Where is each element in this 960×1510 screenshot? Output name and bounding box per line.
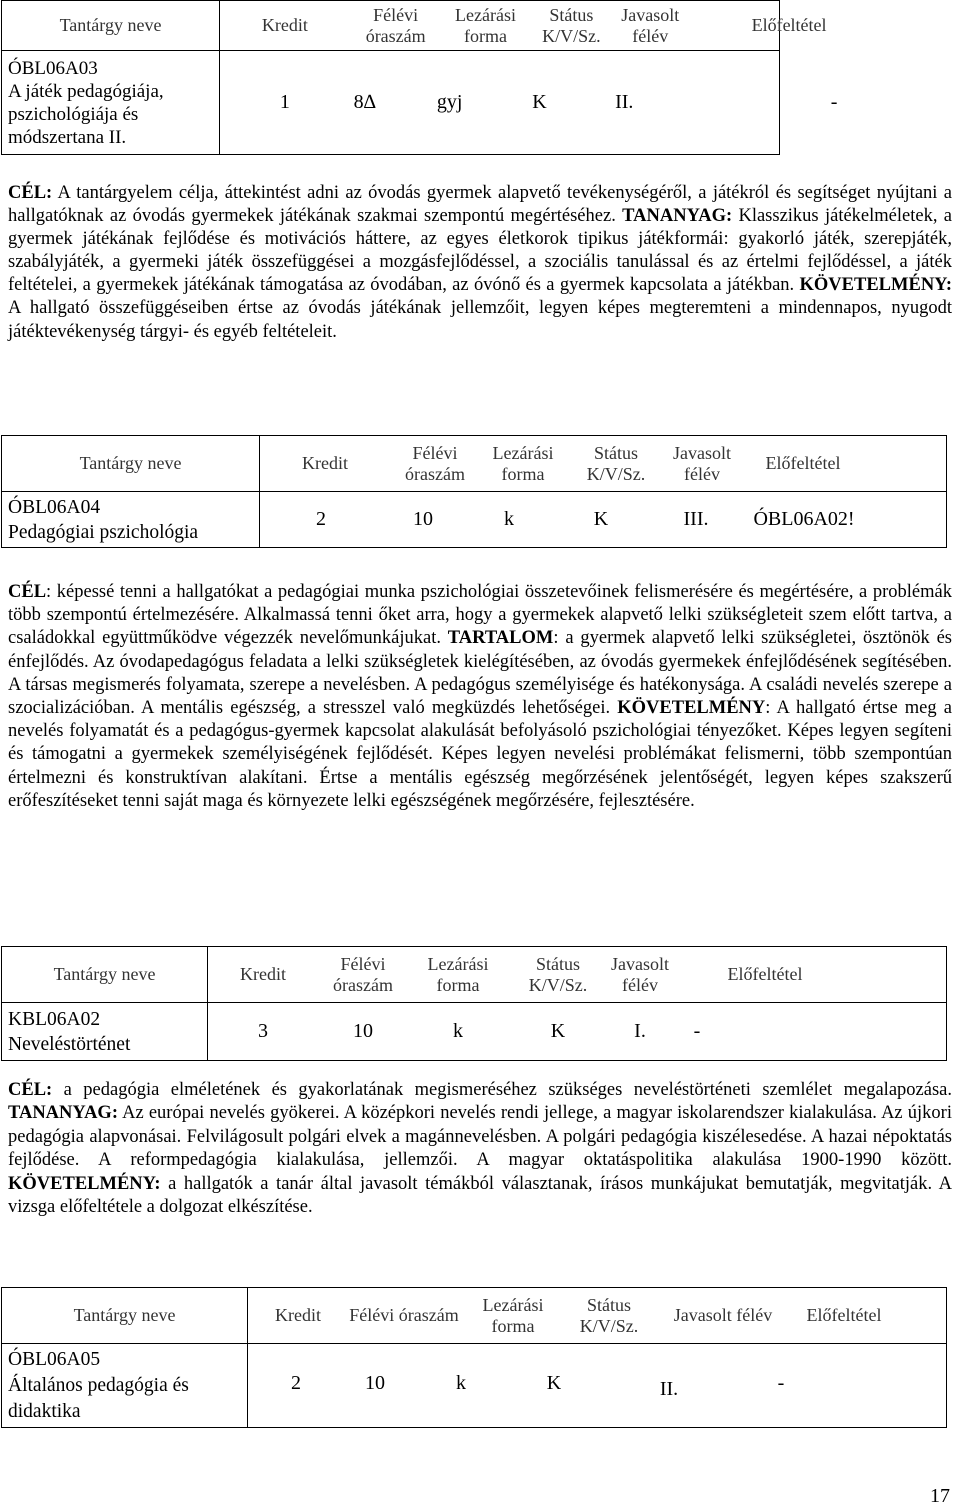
course-name-cell bbox=[2, 1344, 248, 1428]
header-values-row bbox=[260, 436, 947, 492]
header-prerequisite: Előfeltétel bbox=[727, 964, 803, 985]
header-subject-name: Tantárgy neve bbox=[2, 436, 260, 492]
course-closing-form: gyj bbox=[436, 91, 463, 113]
course-semester: II. bbox=[615, 91, 634, 113]
header-values-row bbox=[248, 1288, 947, 1344]
header-credit: Kredit bbox=[261, 15, 308, 36]
course-hours: 10 bbox=[365, 1372, 385, 1394]
label-cel: CÉL: bbox=[8, 183, 53, 203]
course-description-2 bbox=[8, 581, 952, 813]
course-code: ÓBL06A03 bbox=[8, 57, 98, 79]
header-closing-form: Lezárási forma bbox=[492, 442, 554, 484]
course-credit: 2 bbox=[291, 1372, 301, 1394]
header-prerequisite: Előfeltétel bbox=[806, 1305, 882, 1326]
header-credit: Kredit bbox=[240, 964, 286, 985]
course-description-1 bbox=[8, 182, 952, 344]
course-closing-form: k bbox=[456, 1372, 466, 1394]
text-tananyag: Klasszikus játékelméletek, a gyermek játékának fejlődése és motivációs háttere, az egyes életkorok tipikus játékformái: gyakorló játék, szerepjáték, szabályjáték, a gyermeki játék összefüggései a mozgásfejlődéssel, a szociális tanulással és az értelmi fejlődéssel, a játék feltételei, a gyermekek játékának támogatása az óvodában, az óvónő és a gyermek kapcsolata a játékban. bbox=[8, 206, 952, 296]
text-cel: a pedagógia elméletének és gyakorlatának megismeréséhez szükséges neveléstörténeti szemlélet megalapozása. bbox=[52, 1080, 952, 1100]
course-credit: 2 bbox=[316, 508, 326, 530]
header-subject-name: Tantárgy neve bbox=[2, 1288, 248, 1344]
header-hours: Félévi óraszám bbox=[365, 4, 426, 46]
text-kovetelmeny: a hallgatók a tanár által javasolt témákból választanak, írásos munkájukat bemutatják, megvitatják. A vizsga előfeltétele a dolgozat elkészítése. bbox=[8, 1173, 952, 1218]
course-closing-form: k bbox=[453, 1020, 463, 1042]
label-cel: CÉL bbox=[8, 582, 47, 602]
course-semester: I. bbox=[634, 1020, 646, 1042]
header-recommended-semester: Javasolt félév bbox=[673, 1305, 773, 1326]
label-kovetelmeny: KÖVETELMÉNY bbox=[617, 698, 766, 719]
header-values-row bbox=[220, 1, 827, 51]
course-description-3 bbox=[8, 1079, 952, 1219]
course-name: Általános pedagógia és didaktika bbox=[8, 1374, 189, 1422]
course-prerequisite: ÓBL06A02! bbox=[753, 508, 855, 530]
header-subject-name: Tantárgy neve bbox=[2, 947, 208, 1003]
page-number: 17 bbox=[930, 1485, 950, 1507]
course-semester: II. bbox=[659, 1378, 679, 1400]
header-hours: Félévi óraszám bbox=[333, 953, 393, 995]
header-prerequisite: Előfeltétel bbox=[765, 453, 841, 474]
course-table-3 bbox=[1, 946, 947, 1061]
course-credit: 1 bbox=[279, 91, 290, 113]
course-values-row bbox=[260, 492, 947, 548]
header-status: Státus K/V/Sz. bbox=[586, 442, 646, 484]
course-table-4 bbox=[1, 1287, 947, 1428]
course-table-2 bbox=[1, 435, 947, 548]
header-recommended-semester: Javasolt félév bbox=[621, 4, 680, 46]
header-status: Státus K/V/Sz. bbox=[579, 1294, 639, 1336]
course-hours: 8∆ bbox=[353, 91, 376, 113]
label-tananyag: TANANYAG: bbox=[8, 1103, 118, 1124]
label-kovetelmeny: KÖVETELMÉNY: bbox=[8, 1173, 161, 1194]
text-cel: A tantárgyelem célja, áttekintést adni az óvodás gyermek alapvető tevékenységéről, a játékról és segítséget nyújtani a hallgatóknak az óvodás gyermekek játékának szakmai szempontú megértéséhez. bbox=[8, 183, 952, 227]
course-prerequisite: - bbox=[777, 1372, 785, 1394]
label-tananyag: TANANYAG: bbox=[622, 206, 733, 227]
course-name-cell bbox=[2, 51, 220, 155]
course-code: ÓBL06A05 bbox=[8, 1348, 101, 1370]
label-kovetelmeny: KÖVETELMÉNY: bbox=[799, 275, 952, 296]
header-recommended-semester: Javasolt félév bbox=[673, 442, 731, 484]
header-status: Státus K/V/Sz. bbox=[542, 4, 601, 46]
course-values-row bbox=[220, 51, 838, 155]
course-name: Pedagógiai pszichológia bbox=[8, 521, 199, 543]
course-credit: 3 bbox=[258, 1020, 268, 1042]
header-values-row bbox=[208, 947, 947, 1003]
header-recommended-semester: Javasolt félév bbox=[611, 953, 669, 995]
course-hours: 10 bbox=[353, 1020, 373, 1042]
course-table-1 bbox=[1, 0, 838, 155]
text-kovetelmeny: A hallgató összefüggéseiben értse az óvodás játékának jellemzőit, legyen képes megteremteni a mindennapos, nyugodt játéktevékenység tárgyi- és egyéb feltételeit. bbox=[8, 298, 952, 342]
header-subject-name: Tantárgy neve bbox=[2, 1, 220, 51]
course-closing-form: k bbox=[504, 508, 514, 530]
course-values-row bbox=[248, 1344, 947, 1428]
course-semester: III. bbox=[683, 508, 709, 530]
text-cel: : képessé tenni a hallgatókat a pedagógiai munka pszichológiai összetevőinek felismerésére és megértésére, a problémák több szempontú értelmezésére. Alkalmassá tenni őket arra, hogy a gyermekek alapvető lelki szükségleteit szem előtt tartva, a családokkal együttműködve végezzék nevelőmunkájukat. bbox=[8, 582, 952, 649]
course-status: K bbox=[532, 91, 547, 113]
header-credit: Kredit bbox=[302, 453, 348, 474]
label-tartalom: TARTALOM bbox=[447, 628, 554, 649]
course-code: KBL06A02 bbox=[8, 1008, 101, 1030]
course-prerequisite: - bbox=[693, 1020, 701, 1042]
header-status: Státus K/V/Sz. bbox=[528, 953, 588, 995]
course-name-cell bbox=[2, 492, 260, 548]
header-hours: Félévi óraszám bbox=[349, 1305, 459, 1326]
course-prerequisite: - bbox=[830, 91, 838, 113]
course-code: ÓBL06A04 bbox=[8, 496, 101, 518]
header-closing-form: Lezárási forma bbox=[427, 953, 489, 995]
course-status: K bbox=[550, 1020, 566, 1042]
header-hours: Félévi óraszám bbox=[405, 442, 465, 484]
header-prerequisite: Előfeltétel bbox=[751, 15, 827, 36]
course-name: A játék pedagógiája, pszichológiája és módszertana II. bbox=[8, 80, 164, 148]
course-name-cell bbox=[2, 1003, 208, 1061]
label-cel: CÉL: bbox=[8, 1080, 53, 1100]
header-credit: Kredit bbox=[275, 1305, 321, 1326]
course-status: K bbox=[546, 1372, 562, 1394]
header-closing-form: Lezárási forma bbox=[482, 1294, 544, 1336]
text-tananyag: Az európai nevelés gyökerei. A középkori nevelés rendi jellege, a magyar iskolarendszer kialakulása. Az újkori pedagógia alapvonásai. Felvilágosult polgári elvek a magánnevelésben. A polgári pedagógia kiszélesedése. A hazai népoktatás fejlődése. A reformpedagógia kialakulása, jellemzői. A magyar oktatáspolitika alakulása 1900-1990 között. bbox=[8, 1103, 952, 1171]
course-status: K bbox=[593, 508, 609, 530]
course-name: Neveléstörténet bbox=[8, 1033, 131, 1055]
text-kovetelmeny: : A hallgató értse meg a nevelés folyamatát és a pedagógus-gyermek kapcsolat alakulását befolyásoló pszichológiai tényezőket. Képes legyen segíteni és támogatni a gyermekek személyiségének fejlődését. Képes legyen nevelési problémákat felismerni, több szempontúan értelmezni és konstruktívan alakítani. Értse a mentális egészség megőrzésének jelentőségét, legyen képes szakszerű erőfeszítéseket tenni saját maga és környezete lelki egészségének megőrzésére, fejlesztésére. bbox=[8, 698, 952, 811]
course-hours: 10 bbox=[413, 508, 433, 530]
text-tartalom: : a gyermek alapvető lelki szükségletei, ösztönök és énfejlődés. Az óvodapedagógus feladata a lelki szükségletek kielégítésében, az óvodás gyermekek énfejlődésének segítésében. A társas megismerés folyamata, szerepe a nevelésben. A pedagógus személyisége és hatékonysága. A családi nevelés szerepe a szocializációban. A mentális egészség, a stresszel való megküzdés lehetőségei. bbox=[8, 628, 952, 719]
header-closing-form: Lezárási forma bbox=[455, 4, 516, 46]
course-values-row bbox=[208, 1003, 947, 1061]
